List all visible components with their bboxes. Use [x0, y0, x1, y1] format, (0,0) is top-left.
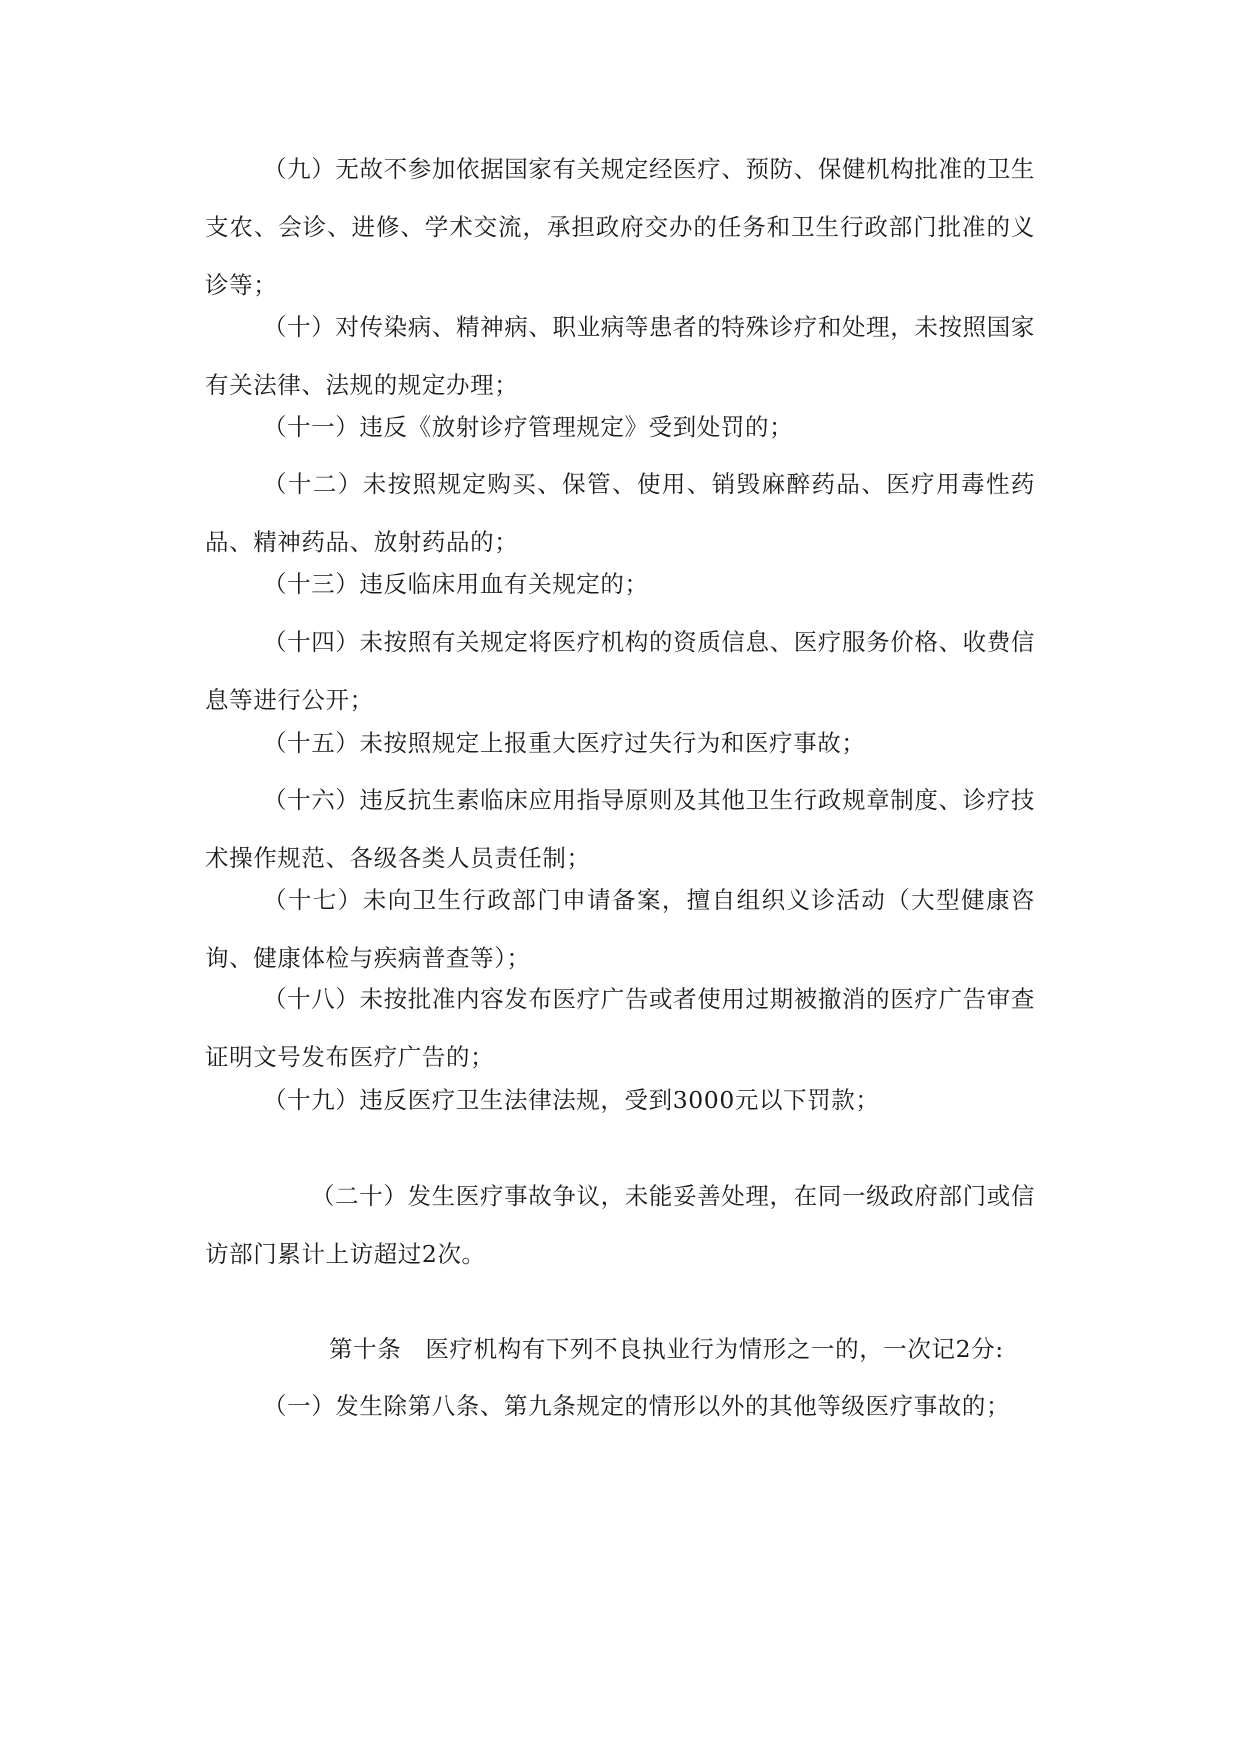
paragraph-item-15: （十五）未按照规定上报重大医疗过失行为和医疗事故； [263, 729, 866, 757]
paragraph-item-11: （十一）违反《放射诊疗管理规定》受到处罚的； [263, 413, 794, 441]
paragraph-item-16: （十六）违反抗生素临床应用指导原则及其他卫生行政规章制度、诊疗技术操作规范、各级各类人员责任制； [205, 786, 1035, 872]
paragraph-item-10: （十）对传染病、精神病、职业病等患者的特殊诊疗和处理，未按照国家有关法律、法规的规定办理； [205, 313, 1035, 399]
paragraph-item-17: （十七）未向卫生行政部门申请备案，擅自组织义诊活动（大型健康咨询、健康体检与疾病普查等）； [205, 886, 1035, 972]
paragraph-item-20: （二十）发生医疗事故争议，未能妥善处理，在同一级政府部门或信访部门累计上访超过2次。 [205, 1182, 1035, 1268]
paragraph-item-13: （十三）违反临床用血有关规定的； [263, 570, 649, 598]
paragraph-item-14: （十四）未按照有关规定将医疗机构的资质信息、医疗服务价格、收费信息等进行公开； [205, 628, 1035, 714]
paragraph-item-19: （十九）违反医疗卫生法律法规，受到3000元以下罚款； [263, 1086, 880, 1114]
paragraph-item-18: （十八）未按批准内容发布医疗广告或者使用过期被撤消的医疗广告审查证明文号发布医疗广告的； [205, 985, 1035, 1071]
paragraph-item-9: （九）无故不参加依据国家有关规定经医疗、预防、保健机构批准的卫生支农、会诊、进修、学术交流，承担政府交办的任务和卫生行政部门批准的义诊等； [205, 155, 1035, 299]
article-10-heading: 第十条 医疗机构有下列不良执业行为情形之一的，一次记2分: [329, 1335, 1004, 1363]
paragraph-item-12: （十二）未按照规定购买、保管、使用、销毁麻醉药品、医疗用毒性药品、精神药品、放射药品的； [205, 470, 1035, 556]
article-10-item-1: （一）发生除第八条、第九条规定的情形以外的其他等级医疗事故的； [263, 1392, 1011, 1420]
